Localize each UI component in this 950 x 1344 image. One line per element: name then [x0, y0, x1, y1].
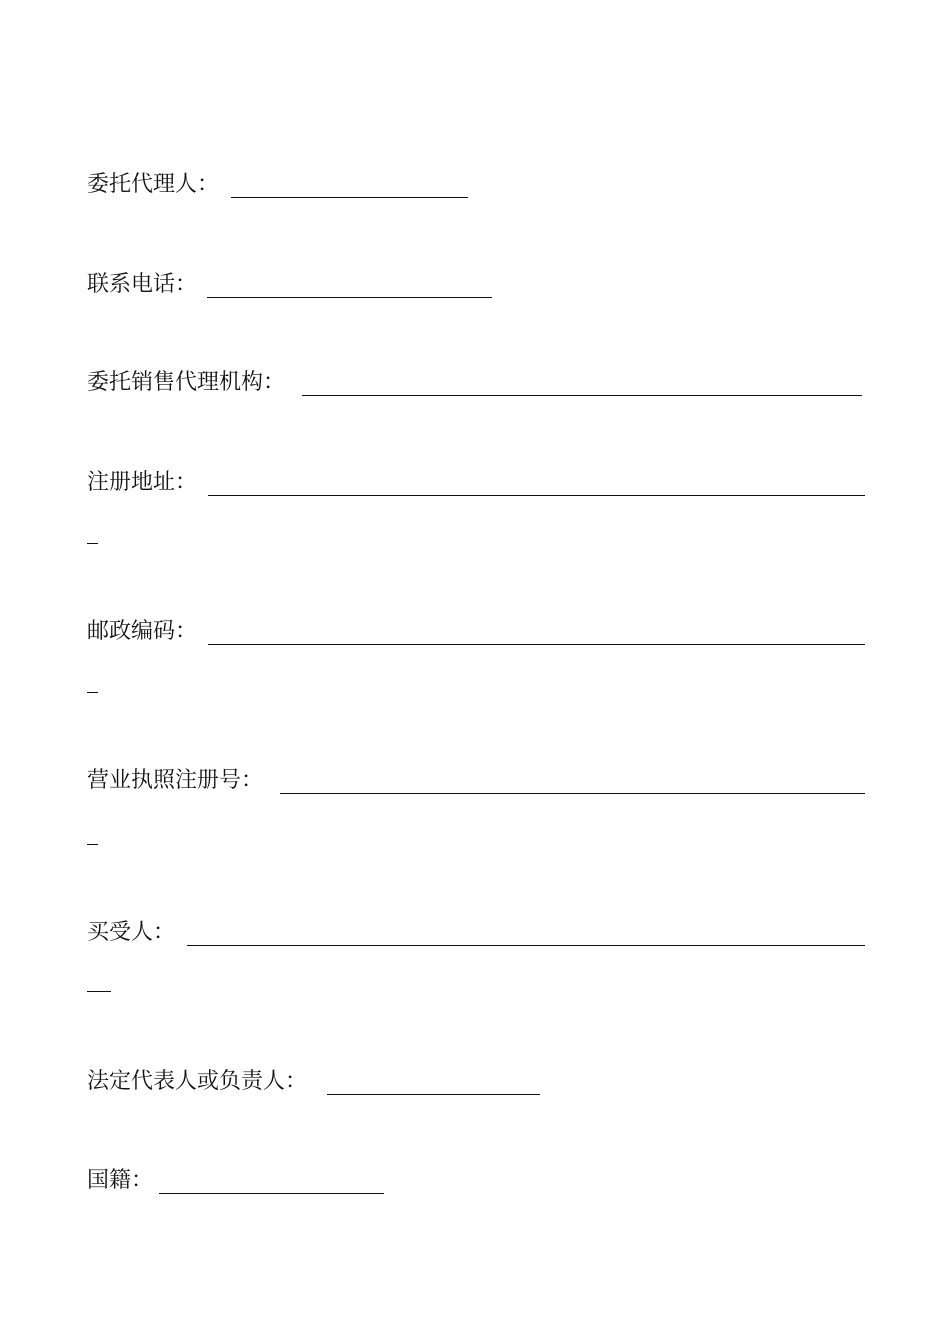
- buyer-label: 买受人：: [87, 920, 176, 945]
- business-license-label: 营业执照注册号：: [87, 768, 264, 793]
- postal-code-label: 邮政编码：: [87, 619, 198, 644]
- nationality-label: 国籍：: [87, 1168, 154, 1193]
- business-license-blank-continued[interactable]: [87, 844, 98, 845]
- legal-rep-label: 法定代表人或负责人：: [87, 1069, 308, 1094]
- postal-code-blank[interactable]: [208, 644, 865, 645]
- phone-blank[interactable]: [207, 297, 492, 298]
- reg-address-label: 注册地址：: [87, 470, 198, 495]
- phone-label: 联系电话：: [87, 272, 198, 297]
- buyer-blank-continued[interactable]: [87, 991, 111, 992]
- nationality-blank[interactable]: [159, 1193, 384, 1194]
- postal-code-blank-continued[interactable]: [87, 692, 98, 693]
- legal-rep-blank[interactable]: [327, 1094, 540, 1095]
- business-license-blank[interactable]: [280, 793, 865, 794]
- agent-label: 委托代理人：: [87, 172, 220, 197]
- sales-agency-label: 委托销售代理机构：: [87, 370, 286, 395]
- reg-address-blank-continued[interactable]: [87, 543, 98, 544]
- sales-agency-blank[interactable]: [302, 395, 862, 396]
- reg-address-blank[interactable]: [208, 495, 865, 496]
- buyer-blank[interactable]: [187, 945, 865, 946]
- agent-blank[interactable]: [231, 197, 468, 198]
